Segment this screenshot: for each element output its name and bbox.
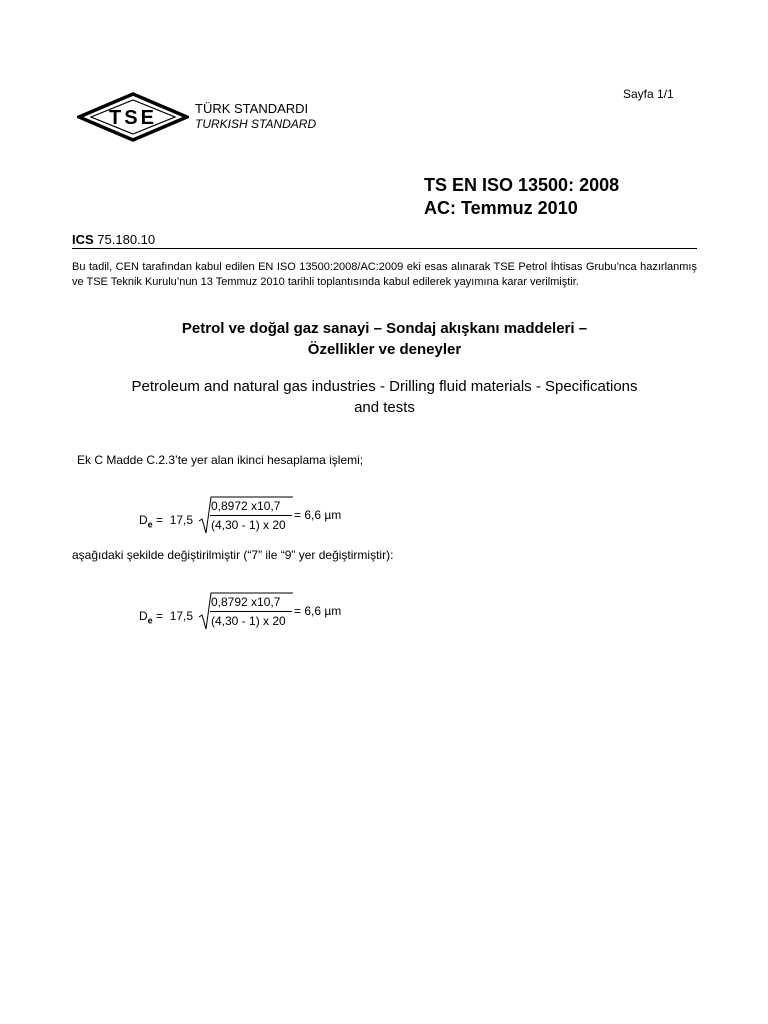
formula-lhs: $D_e = 17,5$ bbox=[139, 609, 194, 626]
formula-denominator: (4,30 - 1) x 20 bbox=[211, 614, 286, 628]
title-en-line1: Petroleum and natural gas industries - Drilling fluid materials - Specifications bbox=[131, 378, 638, 395]
ics-divider bbox=[72, 248, 697, 249]
org-name: TÜRK STANDARDI bbox=[195, 101, 309, 116]
title-english bbox=[72, 376, 697, 418]
intro-paragraph: Bu tadil, CEN tarafından kabul edilen EN ISO 13500:2008/AC:2009 eki esas alınarak TSE Petrol İhtisas Grubu’nca hazırlanmış ve TSE Teknik Kurulu’nun 13 Temmuz 2010 tarihli toplantısında kabul edilerek yayımına karar verilmiştir. bbox=[72, 261, 697, 288]
title-tr-line1: Petrol ve doğal gaz sanayi – Sondaj akışkanı maddeleri – bbox=[181, 320, 588, 337]
formula-result: = 6,6 µm bbox=[294, 604, 342, 618]
standard-number: TS EN ISO 13500: 2008 bbox=[424, 175, 620, 195]
org-name-en: TURKISH STANDARD bbox=[195, 117, 317, 131]
formula-numerator: 0,8972 x10,7 bbox=[211, 499, 281, 513]
formula-numerator: 0,8792 x10,7 bbox=[211, 595, 281, 609]
paragraph-original: Ek C Madde C.2.3’te yer alan ikinci hesaplama işlemi; bbox=[77, 453, 364, 467]
formula-result: = 6,6 µm bbox=[294, 508, 342, 522]
fraction-line bbox=[210, 515, 292, 516]
formula-corrected bbox=[139, 595, 369, 639]
formula-denominator: (4,30 - 1) x 20 bbox=[211, 518, 286, 532]
title-turkish bbox=[72, 318, 697, 360]
formula-original bbox=[139, 499, 369, 543]
fraction-line bbox=[210, 611, 292, 612]
page-number: Sayfa 1/1 bbox=[623, 87, 674, 101]
ics-line bbox=[72, 232, 155, 247]
ics-code: 75.180.10 bbox=[97, 232, 156, 247]
tse-logo bbox=[77, 92, 189, 142]
title-en-line2: and tests bbox=[354, 399, 415, 416]
paragraph-change: aşağıdaki şekilde değiştirilmiştir (“7” ile “9” yer değiştirmiştir): bbox=[72, 548, 394, 562]
ics-label: ICS bbox=[72, 232, 94, 247]
formula-lhs: $D_e = 17,5$ bbox=[139, 513, 194, 530]
logo-text: TSE bbox=[109, 107, 157, 129]
standard-amendment: AC: Temmuz 2010 bbox=[424, 198, 578, 218]
title-tr-line2: Özellikler ve deneyler bbox=[307, 341, 462, 358]
